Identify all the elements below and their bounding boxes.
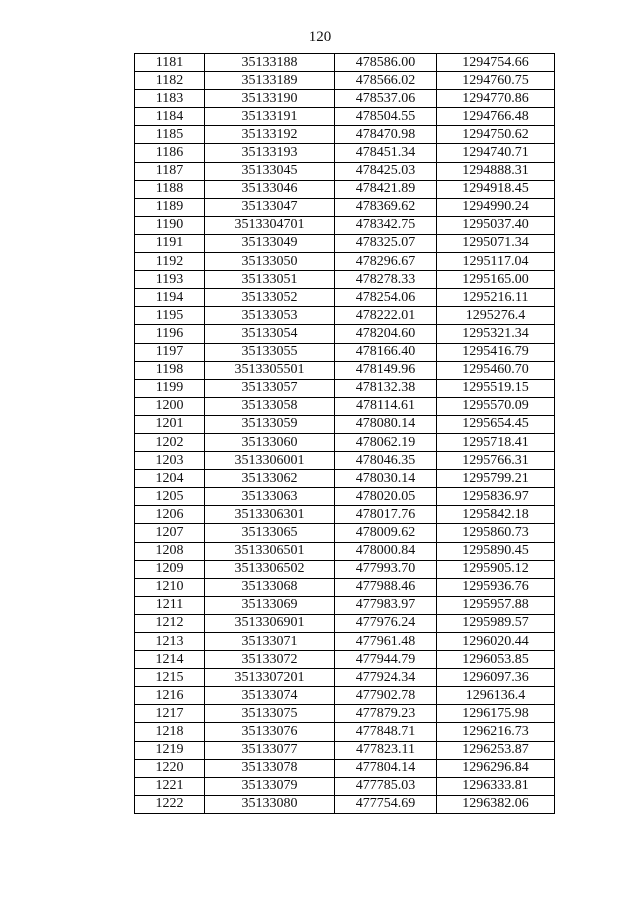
- y-coordinate-cell: 1296296.84: [437, 759, 555, 777]
- y-coordinate-cell: 1296136.4: [437, 687, 555, 705]
- x-coordinate-cell: 478046.35: [335, 452, 437, 470]
- row-number-cell: 1216: [135, 687, 205, 705]
- table-row: [135, 705, 555, 723]
- x-coordinate-cell: 478030.14: [335, 470, 437, 488]
- row-number-cell: 1213: [135, 633, 205, 651]
- x-coordinate-cell: 477785.03: [335, 777, 437, 795]
- point-id-cell: 35133079: [205, 777, 335, 795]
- row-number-cell: 1220: [135, 759, 205, 777]
- table-row: [135, 669, 555, 687]
- row-number-cell: 1193: [135, 271, 205, 289]
- y-coordinate-cell: 1294754.66: [437, 54, 555, 72]
- x-coordinate-cell: 477804.14: [335, 759, 437, 777]
- table-row: [135, 72, 555, 90]
- y-coordinate-cell: 1295037.40: [437, 216, 555, 234]
- x-coordinate-cell: 478020.05: [335, 488, 437, 506]
- x-coordinate-cell: 477823.11: [335, 741, 437, 759]
- y-coordinate-cell: 1295165.00: [437, 271, 555, 289]
- point-id-cell: 35133071: [205, 633, 335, 651]
- y-coordinate-cell: 1294888.31: [437, 162, 555, 180]
- y-coordinate-cell: 1294750.62: [437, 126, 555, 144]
- y-coordinate-cell: 1295989.57: [437, 614, 555, 632]
- row-number-cell: 1212: [135, 614, 205, 632]
- table-row: [135, 343, 555, 361]
- table-row: [135, 54, 555, 72]
- row-number-cell: 1188: [135, 180, 205, 198]
- point-id-cell: 35133047: [205, 198, 335, 216]
- table-row: [135, 723, 555, 741]
- y-coordinate-cell: 1294990.24: [437, 198, 555, 216]
- point-id-cell: 35133060: [205, 433, 335, 451]
- y-coordinate-cell: 1296020.44: [437, 633, 555, 651]
- point-id-cell: 3513306501: [205, 542, 335, 560]
- table-row: [135, 180, 555, 198]
- table-row: [135, 397, 555, 415]
- row-number-cell: 1217: [135, 705, 205, 723]
- y-coordinate-cell: 1295905.12: [437, 560, 555, 578]
- x-coordinate-cell: 478132.38: [335, 379, 437, 397]
- y-coordinate-cell: 1295718.41: [437, 433, 555, 451]
- row-number-cell: 1222: [135, 795, 205, 813]
- x-coordinate-cell: 478166.40: [335, 343, 437, 361]
- table-row: [135, 452, 555, 470]
- row-number-cell: 1204: [135, 470, 205, 488]
- point-id-cell: 35133055: [205, 343, 335, 361]
- x-coordinate-cell: 478222.01: [335, 307, 437, 325]
- row-number-cell: 1196: [135, 325, 205, 343]
- table-row: [135, 614, 555, 632]
- row-number-cell: 1210: [135, 578, 205, 596]
- point-id-cell: 35133076: [205, 723, 335, 741]
- point-id-cell: 3513305501: [205, 361, 335, 379]
- row-number-cell: 1189: [135, 198, 205, 216]
- point-id-cell: 35133192: [205, 126, 335, 144]
- y-coordinate-cell: 1295416.79: [437, 343, 555, 361]
- x-coordinate-cell: 478537.06: [335, 90, 437, 108]
- row-number-cell: 1208: [135, 542, 205, 560]
- y-coordinate-cell: 1295957.88: [437, 596, 555, 614]
- y-coordinate-cell: 1295460.70: [437, 361, 555, 379]
- point-id-cell: 35133049: [205, 234, 335, 252]
- table-row: [135, 795, 555, 813]
- y-coordinate-cell: 1294918.45: [437, 180, 555, 198]
- row-number-cell: 1206: [135, 506, 205, 524]
- point-id-cell: 35133051: [205, 271, 335, 289]
- row-number-cell: 1183: [135, 90, 205, 108]
- x-coordinate-cell: 478586.00: [335, 54, 437, 72]
- table-row: [135, 90, 555, 108]
- table-row: [135, 741, 555, 759]
- table-row: [135, 289, 555, 307]
- x-coordinate-cell: 478278.33: [335, 271, 437, 289]
- point-id-cell: 35133077: [205, 741, 335, 759]
- table-row: [135, 415, 555, 433]
- row-number-cell: 1221: [135, 777, 205, 795]
- table-row: [135, 144, 555, 162]
- x-coordinate-cell: 478325.07: [335, 234, 437, 252]
- y-coordinate-cell: 1296175.98: [437, 705, 555, 723]
- y-coordinate-cell: 1295654.45: [437, 415, 555, 433]
- row-number-cell: 1203: [135, 452, 205, 470]
- point-id-cell: 35133058: [205, 397, 335, 415]
- point-id-cell: 35133050: [205, 253, 335, 271]
- table-row: [135, 596, 555, 614]
- table-row: [135, 361, 555, 379]
- point-id-cell: 3513306001: [205, 452, 335, 470]
- y-coordinate-cell: 1296253.87: [437, 741, 555, 759]
- point-id-cell: 35133074: [205, 687, 335, 705]
- table-row: [135, 234, 555, 252]
- y-coordinate-cell: 1295117.04: [437, 253, 555, 271]
- row-number-cell: 1201: [135, 415, 205, 433]
- table-row: [135, 578, 555, 596]
- row-number-cell: 1200: [135, 397, 205, 415]
- y-coordinate-cell: 1295519.15: [437, 379, 555, 397]
- y-coordinate-cell: 1295071.34: [437, 234, 555, 252]
- table-row: [135, 325, 555, 343]
- row-number-cell: 1190: [135, 216, 205, 234]
- point-id-cell: 35133053: [205, 307, 335, 325]
- row-number-cell: 1194: [135, 289, 205, 307]
- y-coordinate-cell: 1294770.86: [437, 90, 555, 108]
- table-row: [135, 687, 555, 705]
- page-number: 120: [308, 29, 332, 45]
- y-coordinate-cell: 1296333.81: [437, 777, 555, 795]
- y-coordinate-cell: 1295836.97: [437, 488, 555, 506]
- y-coordinate-cell: 1294740.71: [437, 144, 555, 162]
- x-coordinate-cell: 478425.03: [335, 162, 437, 180]
- table-row: [135, 524, 555, 542]
- point-id-cell: 35133062: [205, 470, 335, 488]
- row-number-cell: 1205: [135, 488, 205, 506]
- row-number-cell: 1184: [135, 108, 205, 126]
- row-number-cell: 1202: [135, 433, 205, 451]
- x-coordinate-cell: 477848.71: [335, 723, 437, 741]
- x-coordinate-cell: 478342.75: [335, 216, 437, 234]
- table-body: [135, 54, 555, 814]
- point-id-cell: 35133193: [205, 144, 335, 162]
- y-coordinate-cell: 1295766.31: [437, 452, 555, 470]
- row-number-cell: 1197: [135, 343, 205, 361]
- table-row: [135, 379, 555, 397]
- table-row: [135, 651, 555, 669]
- y-coordinate-cell: 1295890.45: [437, 542, 555, 560]
- x-coordinate-cell: 477993.70: [335, 560, 437, 578]
- x-coordinate-cell: 477961.48: [335, 633, 437, 651]
- y-coordinate-cell: 1294760.75: [437, 72, 555, 90]
- x-coordinate-cell: 478504.55: [335, 108, 437, 126]
- table-row: [135, 633, 555, 651]
- table-row: [135, 162, 555, 180]
- y-coordinate-cell: 1295842.18: [437, 506, 555, 524]
- table-row: [135, 126, 555, 144]
- x-coordinate-cell: 477988.46: [335, 578, 437, 596]
- point-id-cell: 35133065: [205, 524, 335, 542]
- x-coordinate-cell: 477754.69: [335, 795, 437, 813]
- x-coordinate-cell: 477976.24: [335, 614, 437, 632]
- y-coordinate-cell: 1295276.4: [437, 307, 555, 325]
- y-coordinate-cell: 1295799.21: [437, 470, 555, 488]
- coordinates-table: [134, 53, 555, 814]
- table-row: [135, 560, 555, 578]
- row-number-cell: 1186: [135, 144, 205, 162]
- y-coordinate-cell: 1294766.48: [437, 108, 555, 126]
- point-id-cell: 35133059: [205, 415, 335, 433]
- x-coordinate-cell: 478421.89: [335, 180, 437, 198]
- row-number-cell: 1192: [135, 253, 205, 271]
- point-id-cell: 3513306901: [205, 614, 335, 632]
- row-number-cell: 1219: [135, 741, 205, 759]
- point-id-cell: 35133080: [205, 795, 335, 813]
- table-row: [135, 433, 555, 451]
- point-id-cell: 3513307201: [205, 669, 335, 687]
- x-coordinate-cell: 477924.34: [335, 669, 437, 687]
- y-coordinate-cell: 1296097.36: [437, 669, 555, 687]
- row-number-cell: 1198: [135, 361, 205, 379]
- x-coordinate-cell: 478062.19: [335, 433, 437, 451]
- point-id-cell: 35133078: [205, 759, 335, 777]
- x-coordinate-cell: 478369.62: [335, 198, 437, 216]
- table-row: [135, 759, 555, 777]
- x-coordinate-cell: 477983.97: [335, 596, 437, 614]
- x-coordinate-cell: 478000.84: [335, 542, 437, 560]
- row-number-cell: 1187: [135, 162, 205, 180]
- x-coordinate-cell: 478017.76: [335, 506, 437, 524]
- table-row: [135, 271, 555, 289]
- point-id-cell: 35133075: [205, 705, 335, 723]
- table-row: [135, 470, 555, 488]
- point-id-cell: 3513306301: [205, 506, 335, 524]
- point-id-cell: 35133063: [205, 488, 335, 506]
- table-row: [135, 488, 555, 506]
- x-coordinate-cell: 477944.79: [335, 651, 437, 669]
- point-id-cell: 35133052: [205, 289, 335, 307]
- row-number-cell: 1181: [135, 54, 205, 72]
- x-coordinate-cell: 478451.34: [335, 144, 437, 162]
- point-id-cell: 35133189: [205, 72, 335, 90]
- point-id-cell: 35133191: [205, 108, 335, 126]
- x-coordinate-cell: 478204.60: [335, 325, 437, 343]
- point-id-cell: 3513306502: [205, 560, 335, 578]
- y-coordinate-cell: 1296053.85: [437, 651, 555, 669]
- y-coordinate-cell: 1295570.09: [437, 397, 555, 415]
- row-number-cell: 1199: [135, 379, 205, 397]
- point-id-cell: 3513304701: [205, 216, 335, 234]
- x-coordinate-cell: 477879.23: [335, 705, 437, 723]
- row-number-cell: 1209: [135, 560, 205, 578]
- x-coordinate-cell: 477902.78: [335, 687, 437, 705]
- point-id-cell: 35133069: [205, 596, 335, 614]
- x-coordinate-cell: 478566.02: [335, 72, 437, 90]
- point-id-cell: 35133045: [205, 162, 335, 180]
- table-row: [135, 253, 555, 271]
- table-row: [135, 307, 555, 325]
- y-coordinate-cell: 1295936.76: [437, 578, 555, 596]
- table-row: [135, 542, 555, 560]
- point-id-cell: 35133046: [205, 180, 335, 198]
- row-number-cell: 1191: [135, 234, 205, 252]
- y-coordinate-cell: 1296216.73: [437, 723, 555, 741]
- point-id-cell: 35133072: [205, 651, 335, 669]
- row-number-cell: 1207: [135, 524, 205, 542]
- y-coordinate-cell: 1295216.11: [437, 289, 555, 307]
- x-coordinate-cell: 478470.98: [335, 126, 437, 144]
- point-id-cell: 35133190: [205, 90, 335, 108]
- point-id-cell: 35133068: [205, 578, 335, 596]
- point-id-cell: 35133054: [205, 325, 335, 343]
- x-coordinate-cell: 478114.61: [335, 397, 437, 415]
- row-number-cell: 1195: [135, 307, 205, 325]
- row-number-cell: 1182: [135, 72, 205, 90]
- table-row: [135, 216, 555, 234]
- row-number-cell: 1211: [135, 596, 205, 614]
- y-coordinate-cell: 1295321.34: [437, 325, 555, 343]
- x-coordinate-cell: 478296.67: [335, 253, 437, 271]
- x-coordinate-cell: 478149.96: [335, 361, 437, 379]
- table-row: [135, 777, 555, 795]
- x-coordinate-cell: 478080.14: [335, 415, 437, 433]
- y-coordinate-cell: 1296382.06: [437, 795, 555, 813]
- point-id-cell: 35133057: [205, 379, 335, 397]
- point-id-cell: 35133188: [205, 54, 335, 72]
- row-number-cell: 1185: [135, 126, 205, 144]
- table-row: [135, 506, 555, 524]
- row-number-cell: 1214: [135, 651, 205, 669]
- x-coordinate-cell: 478009.62: [335, 524, 437, 542]
- table-row: [135, 198, 555, 216]
- row-number-cell: 1215: [135, 669, 205, 687]
- y-coordinate-cell: 1295860.73: [437, 524, 555, 542]
- table-row: [135, 108, 555, 126]
- row-number-cell: 1218: [135, 723, 205, 741]
- x-coordinate-cell: 478254.06: [335, 289, 437, 307]
